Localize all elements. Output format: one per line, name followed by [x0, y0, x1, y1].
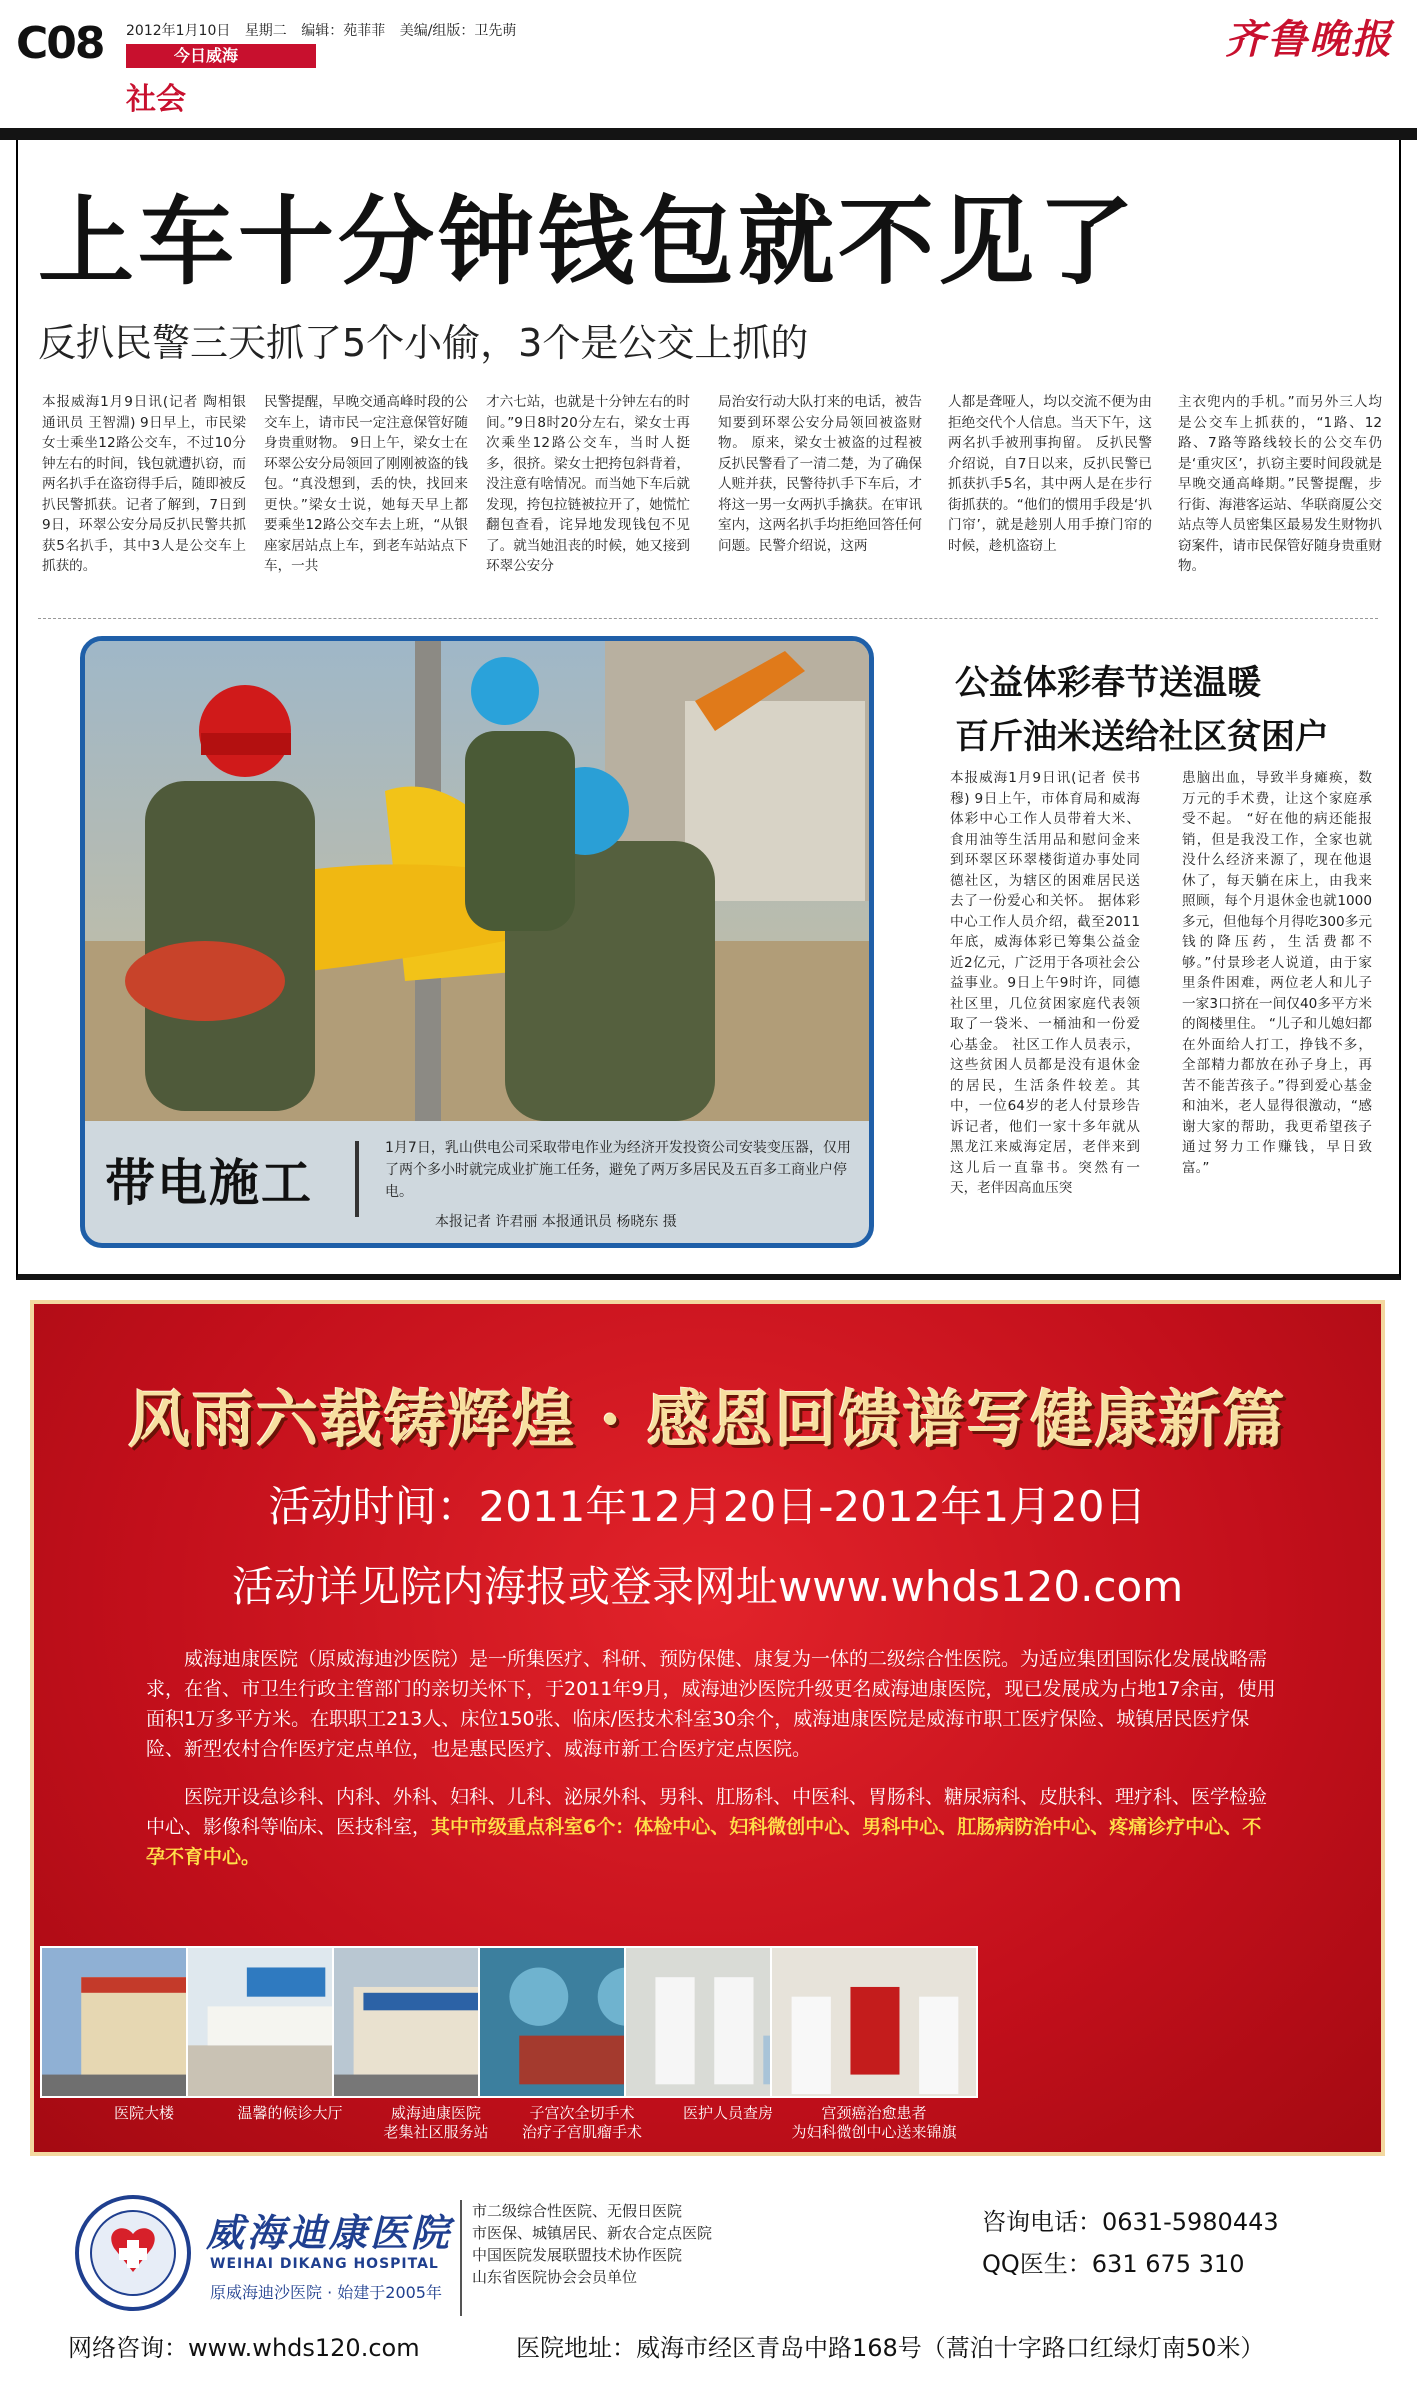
hospital-name-cn: 威海迪康医院: [206, 2210, 453, 2255]
subheadline: 反扒民警三天抓了5个小偷，3个是公交上抓的: [38, 321, 809, 365]
section-divider: [38, 618, 1378, 619]
credential-item: 市医保、城镇居民、新农合定点医院: [472, 2224, 713, 2242]
photo-caption-title: 带电施工: [105, 1154, 313, 1212]
credential-item: 中国医院发展联盟技术协作医院: [472, 2246, 683, 2264]
header-meta: [126, 20, 526, 40]
side-title-line-2: 百斤油米送给社区贫困户: [955, 717, 1329, 757]
hospital-advertisement: [30, 1300, 1385, 2156]
online-consult: 网络咨询：www.whds120.com: [68, 2334, 420, 2362]
credential-item: 市二级综合性医院、无假日医院: [472, 2202, 683, 2220]
page-number: C08: [16, 18, 104, 69]
ad-photo-banner-gift: [770, 1946, 978, 2098]
footer-divider: [460, 2200, 462, 2316]
newspaper-masthead: 齐鲁晚报: [1225, 16, 1393, 63]
hospital-logo-icon: [74, 2194, 192, 2312]
photo-credit: 本报记者 许君丽 本报通讯员 杨晓东 摄: [435, 1214, 677, 1230]
headline: 上车十分钟钱包就不见了: [38, 186, 1138, 298]
ad-photo-caption-4: 子宫次全切手术 治疗子宫肌瘤手术: [521, 2104, 642, 2141]
ad-slogan: 风雨六载铸辉煌 · 感恩回馈谱写健康新篇: [128, 1383, 1287, 1456]
side-column-1: 本报威海1月9日讯(记者 侯书穆) 9日上午，市体育局和威海体彩中心工作人员带着大米、食用油等生活用品和慰问金来到环翠区环翠楼街道办事处同德社区，为辖区的困难居民送去了一份爱心和关怀。 据体彩中心工作人员介绍，截至2011年底，威海体彩已筹集公益金近2亿元，广泛用于各项社会公益事业。9日上午9时许，同德社区里，几位贫困家庭代表领取了一袋米、一桶油和一份爱心基金。 社区工作人员表示，这些贫困人员都是没有退休金的居民，生活条件较差。其中，一位64岁的老人付景珍告诉记者，他们一家十多年就从黑龙江来威海定居，老伴来到这儿后一直靠书。突然有一天，老伴因高血压突: [950, 770, 1140, 1196]
news-photo-frame: [80, 636, 874, 1248]
article-column-6: 主衣兜内的手机。”而另外三人均是公交车上抓获的，“1路、12路、7路等路线较长的公交车仍是‘重灾区’，扒窃主要时间段就是早晚交通高峰期。”民警提醒，步行街、海港客运站、华联商厦公交站点等人员密集区最易发生财物扒窃案件，请市民保管好随身贵重财物。: [1178, 394, 1382, 574]
ad-description: 威海迪康医院（原威海迪沙医院）是一所集医疗、科研、预防保健、康复为一体的二级综合性医院。为适应集团国际化发展战略需求，在省、市卫生行政主管部门的亲切关怀下，于2011年9月，威海迪沙医院升级更名威海迪康医院，现已发展成为占地17余亩，使用面积1万多平方米。在职职工213人、床位150张、临床/医技术科室30余个，威海迪康医院是威海市职工医疗保险、城镇居民医疗保险、新型农村合作医疗定点单位，也是惠民医疗、威海市新工合医疗定点医院。: [146, 1648, 1276, 1760]
side-article-title: [955, 656, 1329, 764]
ad-photo-caption-1: 医院大楼: [113, 2104, 174, 2122]
hospital-address: 医院地址：威海市经区青岛中路168号（蒿泊十字路口红绿灯南50米）: [516, 2334, 1265, 2362]
issue-date: 2012年1月10日: [126, 23, 231, 39]
side-column-2: 患脑出血，导致半身瘫痪，数万元的手术费，让这个家庭承受不起。 “好在他的病还能报销，但是我没工作，全家也就没什么经济来源了，现在他退休了，每天躺在床上，由我来照顾，每个月退休金也就1000多元，但他每个月得吃300多元钱的降压药，生活费都不够。”付景珍老人说道，由于家里条件困难，两位老人和儿子一家3口挤在一间仅40多平方米的阁楼里住。 “儿子和儿媳妇都在外面给人打工，挣钱不多，全部精力都放在孙子身上，再苦不能苦孩子。”得到爱心基金和油米，老人显得很激动，“感谢大家的帮助，我更希望孩子通过努力工作赚钱，早日致富。”: [1182, 770, 1372, 1176]
ad-departments-list: 医院开设急诊科、内科、外科、妇科、儿科、泌尿外科、男科、肛肠科、中医科、胃肠科、糖尿病科、皮肤科、理疗科、医学检验中心、影像科等临床、医技科室，: [146, 1786, 1268, 1838]
consult-phone: 咨询电话：0631-5980443: [982, 2208, 1279, 2236]
section-banner: 今日威海: [126, 44, 316, 68]
article-column-3: 才六七站，也就是十分钟左右的时间。”9日8时20分左右，梁女士再次乘坐12路公交车，当时人挺多，很挤。梁女士把挎包斜背着，没注意有啥情况。而当她下车后就发现，挎包拉链被拉开了，她慌忙翻包查看，诧异地发现钱包不见了。就当她沮丧的时候，她又接到环翠公安分: [486, 394, 690, 574]
hospital-credentials: [472, 2200, 712, 2288]
ad-photo-caption-5: 医护人员查房: [682, 2104, 773, 2122]
ad-photo-caption-6: 宫颈癌治愈患者 为妇科微创中心送来锦旗: [791, 2104, 957, 2141]
ad-departments: [146, 1782, 1276, 1872]
article-column-4: 局治安行动大队打来的电话，被告知要到环翠公安分局领回被盗财物。 原来，梁女士被盗的过程被反扒民警看了一清二楚，为了确保人赃并获，民警待扒手下车后，才将这一男一女两扒手擒获。在审讯室内，这两名扒手均拒绝回答任何问题。民警介绍说，这两: [718, 394, 922, 554]
side-title-line-1: 公益体彩春节送温暖: [955, 663, 1261, 703]
editor-credit: 编辑：苑菲菲: [301, 23, 386, 39]
header-rule: [0, 128, 1417, 140]
hospital-footer: [30, 2172, 1385, 2372]
ad-key-departments: 其中市级重点科室6个：体检中心、妇科微创中心、男科中心、肛肠病防治中心、疼痛诊疗中心、不孕不育中心。: [146, 1816, 1262, 1868]
caption-separator: [355, 1141, 359, 1217]
ad-event-time: 活动时间：2011年12月20日-2012年1月20日: [268, 1482, 1147, 1531]
designer-credit: 美编/组版：卫先萌: [399, 23, 517, 39]
hospital-tagline: 原威海迪沙医院 · 始建于2005年: [210, 2283, 442, 2302]
article-column-5: 人都是聋哑人，均以交流不便为由拒绝交代个人信息。当天下午，这两名扒手被刑事拘留。 反扒民警介绍说，自7日以来，反扒民警已抓获扒手5名，其中两人是在步行街抓获的。“他们的惯用手段是‘扒门帘’，就是趁别人用手撩门帘的时候，趁机盗窃上: [948, 394, 1152, 554]
article-column-1: 本报威海1月9日讯(记者 陶相银 通讯员 王智淵) 9日早上，市民梁女士乘坐12路公交车，不过10分钟左右的时间，钱包就遭扒窃，而两名扒手在盗窃得手后，随即被反扒民警抓获。记者了解到，7日到9日，环翠公安分局反扒民警共抓获5名扒手，其中3人是公交车上抓获的。: [42, 394, 246, 574]
ad-photo-caption-3: 威海迪康医院 老集社区服务站: [383, 2104, 489, 2141]
ad-url-line: 活动详见院内海报或登录网址www.whds120.com: [231, 1562, 1184, 1611]
section-name: 社会: [126, 82, 186, 117]
qq-doctor: QQ医生：631 675 310: [982, 2250, 1245, 2278]
ad-photo-caption-2: 温馨的候诊大厅: [237, 2104, 343, 2122]
hospital-name-en: WEIHAI DIKANG HOSPITAL: [210, 2256, 439, 2272]
article-column-2: 民警提醒，早晚交通高峰时段的公交车上，请市民一定注意保管好随身贵重财物。 9日上午，梁女士在环翠公安分局领回了刚刚被盗的钱包。“真没想到，丢的快，找回来更快。”梁女士说，她每天早上都要乘坐12路公交车去上班，“从银座家居站点上车，到老车站站点下车，一共: [264, 394, 468, 574]
credential-item: 山东省医院协会会员单位: [472, 2268, 638, 2286]
photo-caption: 1月7日，乳山供电公司采取带电作业为经济开发投资公司安装变压器，仅用了两个多小时就完成业扩施工任务，避免了两万多居民及五百多工商业户停电。: [385, 1140, 851, 1200]
issue-weekday: 星期二: [244, 23, 287, 39]
news-photo: [85, 641, 869, 1121]
